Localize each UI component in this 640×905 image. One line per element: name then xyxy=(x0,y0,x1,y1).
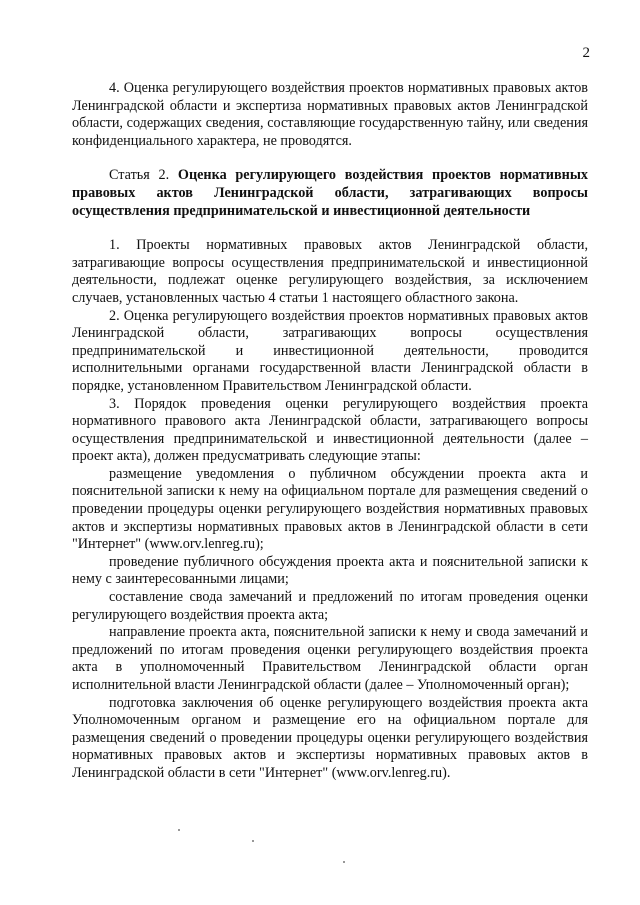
stage-public-discussion: проведение публичного обсуждения проекта акта и пояснительной записки к нему с заинтересованными лицами; xyxy=(72,553,588,588)
document-body xyxy=(72,80,588,783)
article-2-item-1: 1. Проекты нормативных правовых актов Ленинградской области, затрагивающие вопросы осуществления предпринимательской и инвестиционной деятельности, подлежат оценке регулирующего воздействия, за исключением случаев, установленных частью 4 статьи 1 настоящего областного закона. xyxy=(72,237,588,306)
stage-summary-of-comments: составление свода замечаний и предложений по итогам проведения оценки регулирующего воздействия проекта акта; xyxy=(72,589,588,623)
article-2-item-2: 2. Оценка регулирующего воздействия проектов нормативных правовых актов Ленинградской области, затрагивающих вопросы осуществления предпринимательской и инвестиционной деятельности, проводится исполнительными органами государственной власти Ленинградской области в порядке, установленном Правительством Ленинградской области. xyxy=(72,307,588,394)
spacer xyxy=(72,220,588,237)
article-2-label: Статья 2. xyxy=(109,167,170,184)
scan-artifact xyxy=(343,861,345,863)
article-2-heading xyxy=(72,167,588,220)
scan-artifact xyxy=(178,829,180,831)
paragraph-4: 4. Оценка регулирующего воздействия проектов нормативных правовых актов Ленинградской области и экспертиза нормативных правовых актов Ленинградской области, содержащих сведения, составляющие государственную тайну, или сведения конфиденциального характера, не проводятся. xyxy=(72,80,588,149)
spacer xyxy=(72,150,588,167)
article-2-item-3: 3. Порядок проведения оценки регулирующего воздействия проекта нормативного правового акта Ленинградской области, затрагивающего вопросы осуществления предпринимательской и инвестиционной деятельности (далее – проект акта), должен предусматривать следующие этапы: xyxy=(72,395,588,465)
article-2-title: Оценка регулирующего воздействия проектов нормативных правовых актов Ленинградской области, затрагивающих вопросы осуществления предпринимательской и инвестиционной деятельности xyxy=(72,167,588,219)
stage-notification: размещение уведомления о публичном обсуждении проекта акта и пояснительной записки к нему на официальном портале для размещения сведений о проведении процедуры оценки регулирующего воздействия нормативных правовых актов и экспертизы нормативных правовых актов в Ленинградской области в сети "Интернет" (www.orv.lenreg.ru); xyxy=(72,465,588,553)
stage-submission-to-authority: направление проекта акта, пояснительной записки к нему и свода замечаний и предложений по итогам проведения оценки регулирующего воздействия проекта акта в уполномоченный Правительством Ленинградской области орган исполнительной власти Ленинградской области (далее – Уполномоченный орган); xyxy=(72,624,588,693)
stage-conclusion: подготовка заключения об оценке регулирующего воздействия проекта акта Уполномоченным органом и размещение его на официальном портале для размещения сведений о проведении процедуры оценки регулирующего воздействия нормативных правовых актов и экспертизы нормативных правовых актов в Ленинградской области в сети "Интернет" (www.orv.lenreg.ru). xyxy=(72,694,588,781)
scan-artifact xyxy=(252,840,254,842)
page-number: 2 xyxy=(582,45,590,61)
